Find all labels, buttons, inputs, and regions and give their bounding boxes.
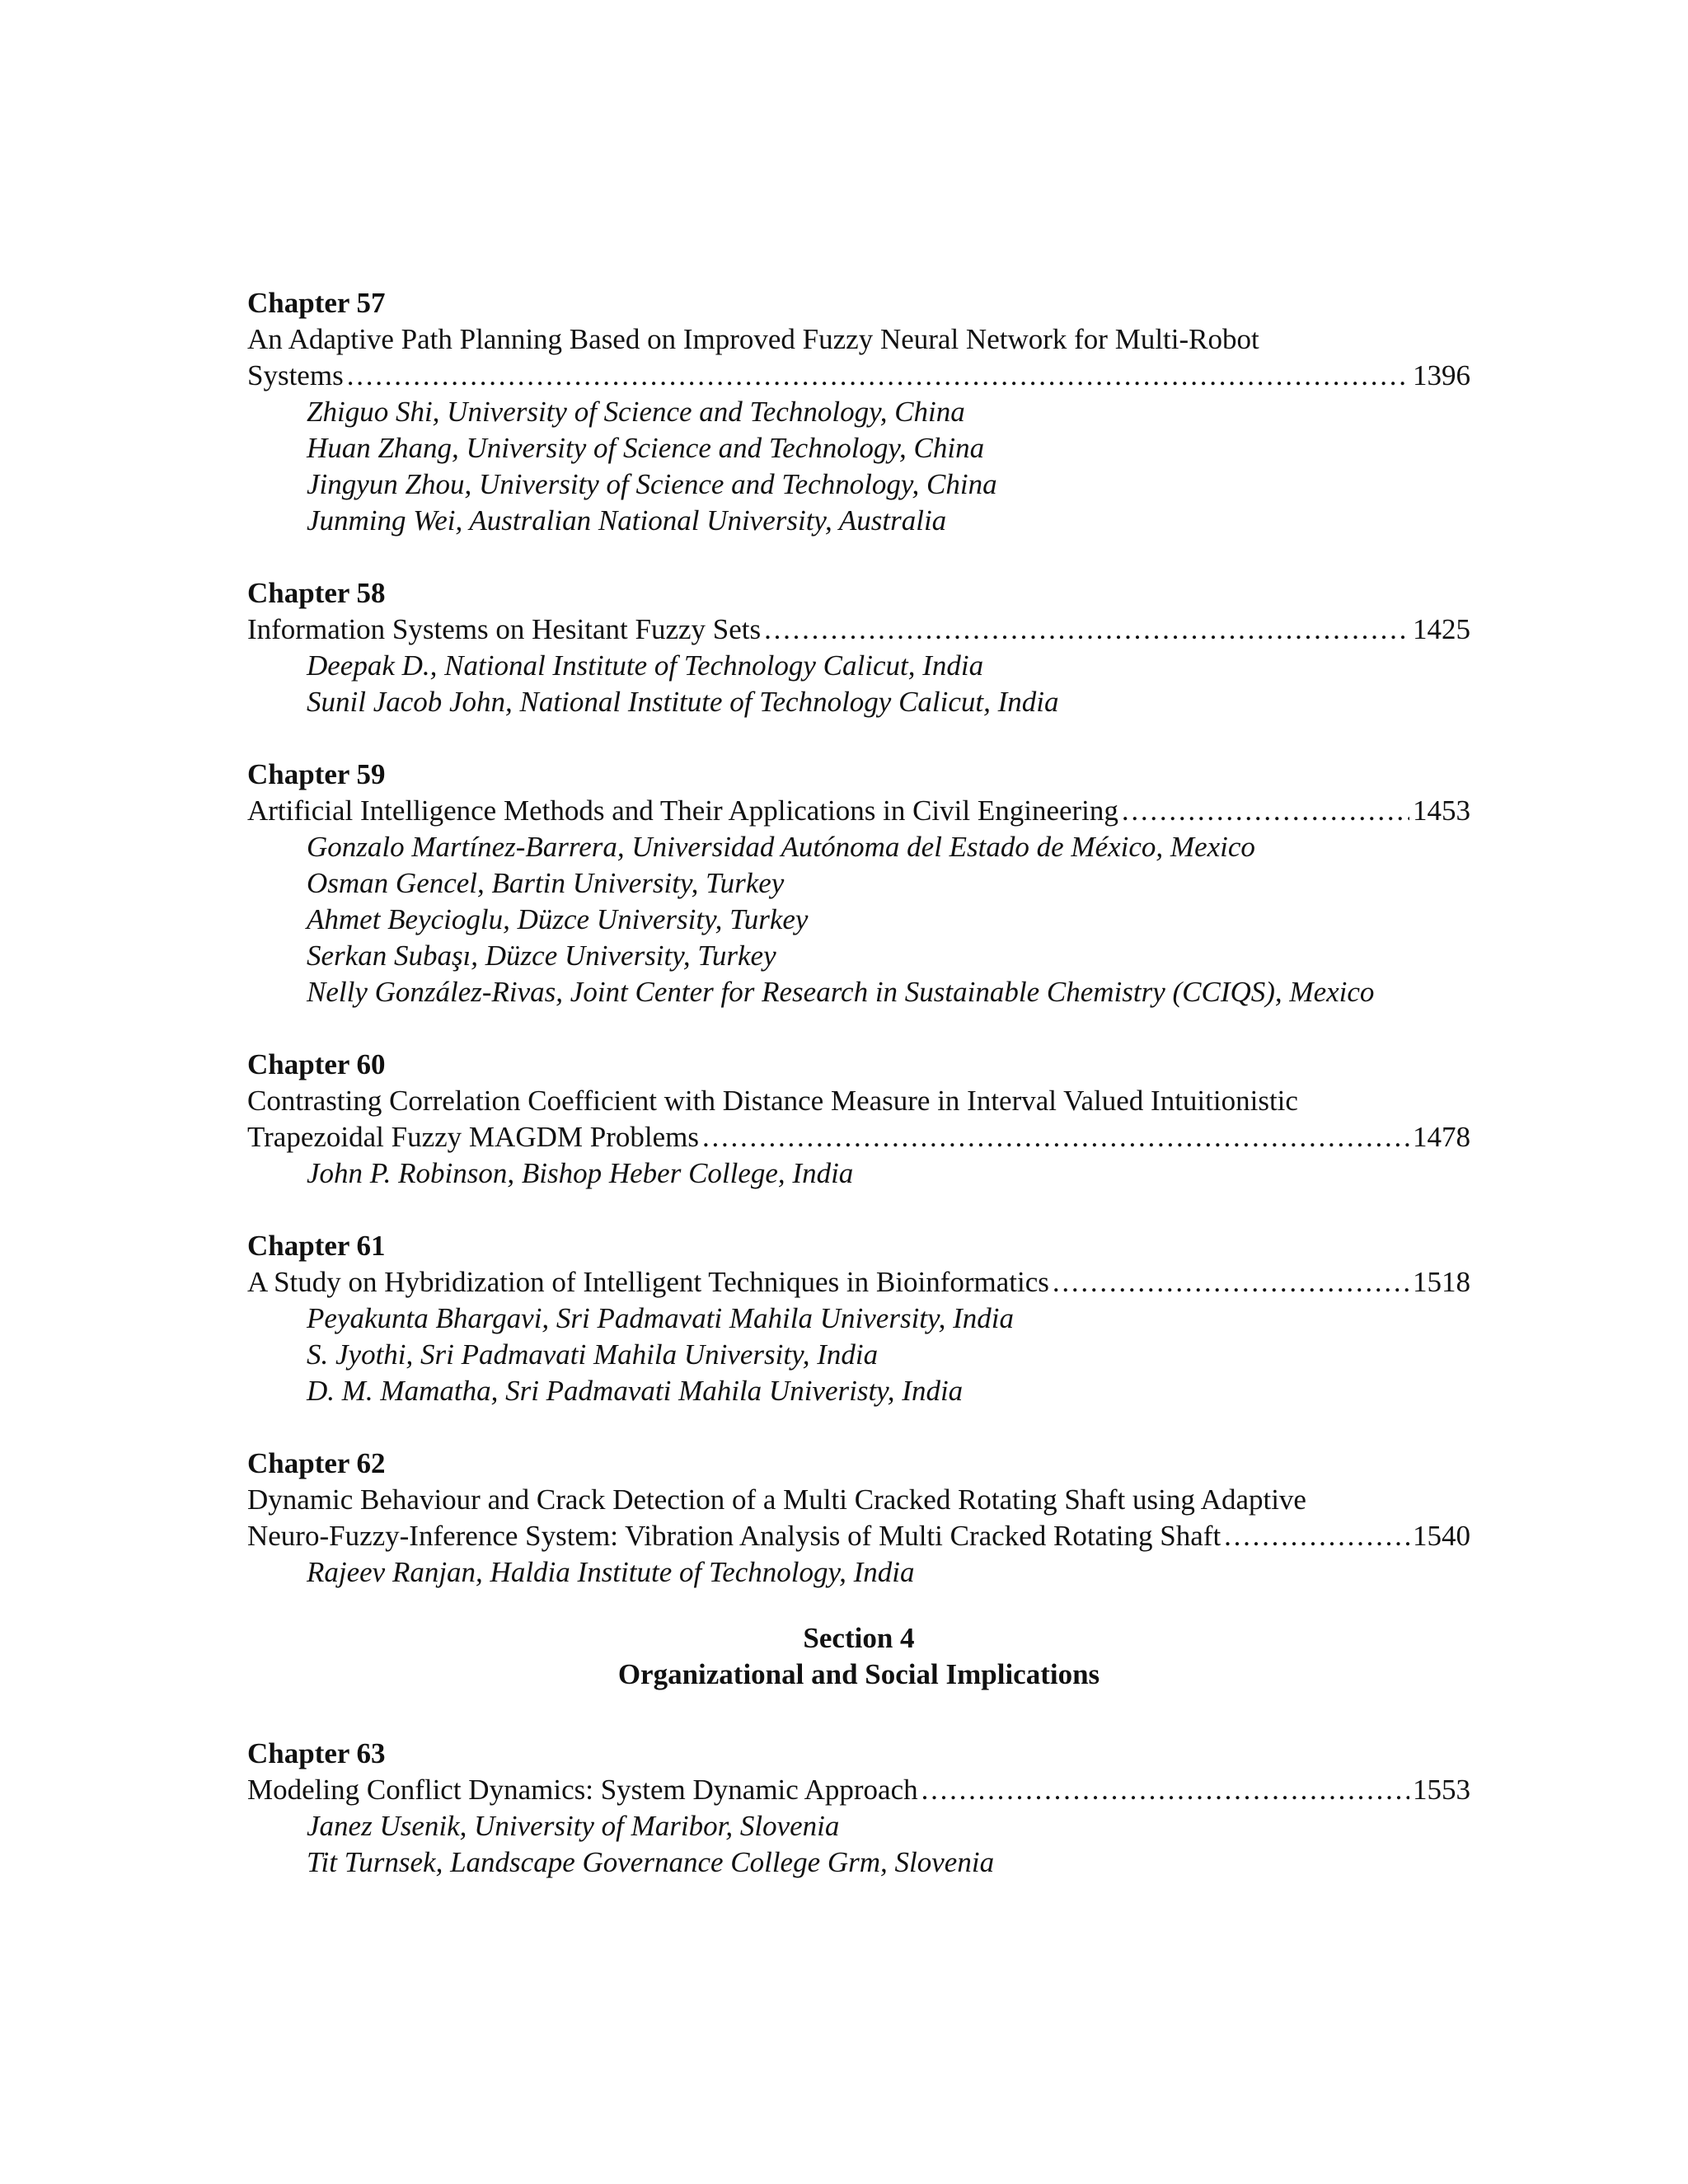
chapter-title-row (247, 1119, 1470, 1155)
author-affiliation: Deepak D., National Institute of Technology Calicut, India (307, 649, 984, 682)
section-title: Organizational and Social Implications (617, 1658, 1100, 1690)
chapter-label: Chapter 57 (247, 287, 386, 319)
dot-leader (921, 1772, 1409, 1808)
chapter-label: Chapter 60 (247, 1048, 386, 1080)
chapter-title: Trapezoidal Fuzzy MAGDM Problems (247, 1121, 699, 1153)
dot-leader (1053, 1264, 1409, 1301)
chapter-group-after-section (247, 1736, 1470, 1881)
chapter-label: Chapter 62 (247, 1447, 386, 1479)
page-number: 1540 (1413, 1520, 1470, 1552)
chapter-title-row (247, 612, 1470, 648)
dot-leader (764, 612, 1409, 648)
section-number: Section 4 (803, 1622, 915, 1654)
chapter-title-row (247, 1772, 1470, 1808)
chapter-entry (247, 1446, 1470, 1591)
author-affiliation: Serkan Subaşı, Düzce University, Turkey (307, 940, 776, 972)
dot-leader (1122, 793, 1409, 829)
dot-leader (347, 358, 1409, 394)
chapter-label: Chapter 58 (247, 577, 386, 609)
chapter-title: A Study on Hybridization of Intelligent Techniques in Bioinformatics (247, 1266, 1049, 1298)
page-number: 1396 (1413, 359, 1470, 391)
chapter-title: Modeling Conflict Dynamics: System Dynamic Approach (247, 1774, 918, 1806)
author-affiliation: Junming Wei, Australian National University, Australia (307, 504, 947, 537)
chapter-title: Systems (247, 359, 344, 391)
chapter-entry (247, 1228, 1470, 1409)
dot-leader (1224, 1518, 1409, 1554)
chapter-label: Chapter 61 (247, 1230, 386, 1262)
chapter-title-line: Dynamic Behaviour and Crack Detection of a Multi Cracked Rotating Shaft using Adaptive (247, 1483, 1306, 1516)
chapter-title-row (247, 1264, 1470, 1301)
page-number: 1453 (1413, 794, 1470, 827)
author-affiliation: Ahmet Beycioglu, Düzce University, Turkey (307, 903, 809, 935)
author-affiliation: Peyakunta Bhargavi, Sri Padmavati Mahila University, India (307, 1302, 1014, 1334)
chapter-title-row (247, 358, 1470, 394)
author-affiliation: D. M. Mamatha, Sri Padmavati Mahila Univeristy, India (307, 1375, 964, 1407)
chapter-title: Neuro-Fuzzy-Inference System: Vibration Analysis of Multi Cracked Rotating Shaft (247, 1520, 1221, 1552)
chapter-label: Chapter 59 (247, 758, 386, 790)
chapter-entry (247, 757, 1470, 1010)
chapter-title: Information Systems on Hesitant Fuzzy Sets (247, 613, 762, 645)
author-affiliation: Janez Usenik, University of Maribor, Slovenia (307, 1810, 840, 1842)
author-affiliation: Zhiguo Shi, University of Science and Technology, China (307, 396, 965, 428)
author-affiliation: Gonzalo Martínez-Barrera, Universidad Autónoma del Estado de México, Mexico (307, 831, 1255, 863)
author-affiliation: S. Jyothi, Sri Padmavati Mahila University, India (307, 1338, 879, 1371)
table-of-contents (247, 285, 1470, 1917)
chapter-label: Chapter 63 (247, 1737, 386, 1769)
page-number: 1518 (1413, 1266, 1470, 1298)
chapter-group-before-section (247, 285, 1470, 1591)
chapter-title-line: An Adaptive Path Planning Based on Improved Fuzzy Neural Network for Multi-Robot (247, 323, 1259, 355)
author-affiliation: Nelly González-Rivas, Joint Center for Research in Sustainable Chemistry (CCIQS), Mexico (307, 976, 1375, 1008)
author-affiliation: Huan Zhang, University of Science and Technology, China (307, 432, 985, 464)
chapter-title-line: Contrasting Correlation Coefficient with Distance Measure in Interval Valued Intuitionistic (247, 1085, 1298, 1117)
dot-leader (702, 1119, 1409, 1155)
chapter-entry (247, 1047, 1470, 1192)
author-affiliation: John P. Robinson, Bishop Heber College, India (307, 1157, 854, 1189)
author-affiliation: Rajeev Ranjan, Haldia Institute of Technology, India (307, 1556, 915, 1588)
page-number: 1478 (1413, 1121, 1470, 1153)
page-number: 1553 (1413, 1774, 1470, 1806)
author-affiliation: Tit Turnsek, Landscape Governance College Grm, Slovenia (307, 1846, 995, 1878)
chapter-title: Artificial Intelligence Methods and Their Applications in Civil Engineering (247, 794, 1118, 827)
chapter-entry (247, 575, 1470, 720)
chapter-entry (247, 1736, 1470, 1881)
author-affiliation: Osman Gencel, Bartin University, Turkey (307, 867, 785, 899)
chapter-entry (247, 285, 1470, 539)
page-number: 1425 (1413, 613, 1470, 645)
chapter-title-row (247, 1518, 1470, 1554)
author-affiliation: Sunil Jacob John, National Institute of Technology Calicut, India (307, 686, 1059, 718)
chapter-title-row (247, 793, 1470, 829)
author-affiliation: Jingyun Zhou, University of Science and Technology, China (307, 468, 997, 500)
section-heading (247, 1620, 1470, 1693)
